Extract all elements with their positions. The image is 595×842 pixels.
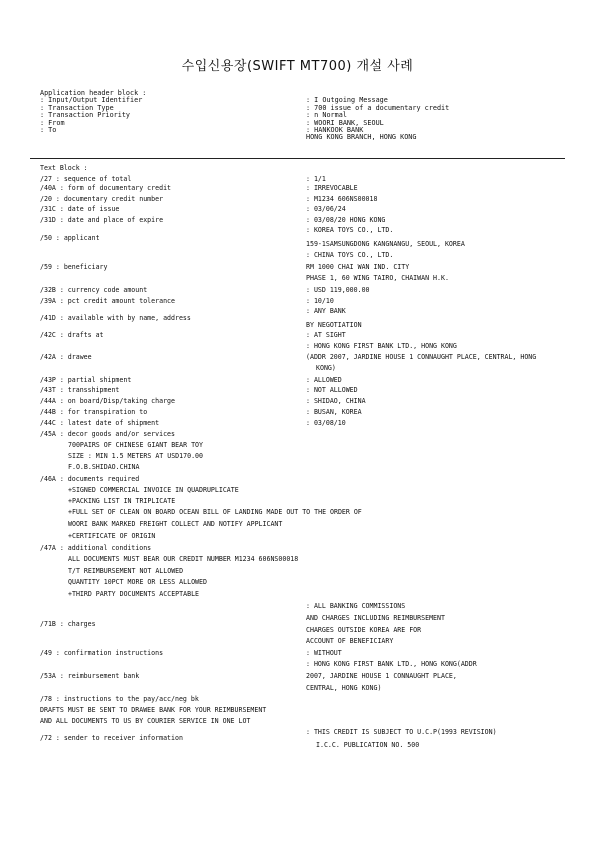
field-value: : 03/08/20 HONG KONG: [306, 216, 386, 224]
field-value: : ALLOWED: [306, 376, 342, 384]
field-value: AND CHARGES INCLUDING REIMBURSEMENT: [306, 614, 445, 622]
field-value: KONG): [316, 364, 336, 372]
header-field: : From: [40, 118, 65, 127]
field-label: 700PAIRS OF CHINESE GIANT BEAR TOY: [68, 441, 203, 449]
header-value: : n Normal: [306, 111, 347, 120]
field-label: +CERTIFICATE OF ORIGIN: [68, 532, 156, 540]
header-field: : Transaction Type: [40, 103, 114, 112]
field-value: : SHIDAO, CHINA: [306, 397, 366, 405]
field-label: /40A : form of documentary credit: [40, 184, 172, 192]
header-label: Application header block :: [40, 89, 147, 97]
field-value: CHARGES OUTSIDE KOREA ARE FOR: [306, 626, 422, 634]
field-label: /27 : sequence of total: [40, 175, 132, 183]
field-value: : 03/06/24: [306, 205, 346, 213]
field-value: PHASE 1, 60 WING TAIRO, CHAIWAN H.K.: [306, 274, 449, 282]
field-value: : HONG KONG FIRST BANK LTD., HONG KONG(ADDR: [306, 660, 477, 668]
field-value: CENTRAL, HONG KONG): [306, 684, 382, 692]
field-value: : ALL BANKING COMMISSIONS: [306, 602, 406, 610]
header-value: : HANKOOK BANK: [306, 126, 364, 135]
field-label: DRAFTS MUST BE SENT TO DRAWEE BANK FOR YOUR REIMBURSEMENT: [40, 706, 267, 714]
field-value: : AT SIGHT: [306, 331, 346, 339]
field-value: : 1/1: [306, 175, 326, 183]
field-value: : 10/10: [306, 297, 334, 305]
field-label: /71B : charges: [40, 620, 96, 628]
text-block-label: Text Block :: [40, 164, 88, 172]
field-label: +SIGNED COMMERCIAL INVOICE IN QUADRUPLICATE: [68, 486, 239, 494]
field-value: ACCOUNT OF BENEFICIARY: [306, 637, 394, 645]
field-label: /20 : documentary credit number: [40, 195, 164, 203]
field-label: /32B : currency code amount: [40, 286, 148, 294]
header-value: : WOORI BANK, SEOUL: [306, 118, 384, 127]
field-label: /43P : partial shipment: [40, 376, 132, 384]
field-label: ALL DOCUMENTS MUST BEAR OUR CREDIT NUMBER M1234 606NS00018: [68, 555, 299, 563]
field-label: /47A : additional conditions: [40, 544, 152, 552]
field-value: 2007, JARDINE HOUSE 1 CONNAUGHT PLACE,: [306, 672, 457, 680]
field-label: /49 : confirmation instructions: [40, 649, 164, 657]
field-value: 159-1SAMSUNGDONG KANGNANGU, SEOUL, KOREA: [306, 240, 465, 248]
field-label: /50 : applicant: [40, 234, 100, 242]
header-value: : I Outgoing Message: [306, 96, 388, 105]
field-value: : M1234 606NS00018: [306, 195, 378, 203]
field-label: /44C : latest date of shipment: [40, 419, 160, 427]
field-label: /72 : sender to receiver information: [40, 734, 183, 742]
field-label: /46A : documents required: [40, 475, 140, 483]
field-value: : USD 119,000.00: [306, 286, 370, 294]
field-value: : 03/08/10: [306, 419, 346, 427]
field-label: F.O.B.SHIDAO.CHINA: [68, 463, 140, 471]
field-label: /53A : reimbursement bank: [40, 672, 140, 680]
field-label: +THIRD PARTY DOCUMENTS ACCEPTABLE: [68, 590, 200, 598]
field-value: (ADDR 2007, JARDINE HOUSE 1 CONNAUGHT PLACE, CENTRAL, HONG: [306, 353, 537, 361]
field-label: T/T REIMBURSEMENT NOT ALLOWED: [68, 567, 184, 575]
field-label: QUANTITY 10PCT MORE OR LESS ALLOWED: [68, 578, 207, 586]
field-label: SIZE : MIN 1.5 METERS AT USD170.00: [68, 452, 203, 460]
field-value: : THIS CREDIT IS SUBJECT TO U.C.P(1993 REVISION): [306, 728, 497, 736]
field-value: RM 1000 CHAI WAN IND. CITY: [306, 263, 410, 271]
field-label: /42A : drawee: [40, 353, 92, 361]
field-label: /31C : date of issue: [40, 205, 120, 213]
header-value: HONG KONG BRANCH, HONG KONG: [306, 133, 417, 142]
field-label: /39A : pct credit amount tolerance: [40, 297, 175, 305]
field-label: /78 : instructions to the pay/acc/neg bk: [40, 695, 199, 703]
field-value: : HONG KONG FIRST BANK LTD., HONG KONG: [306, 342, 457, 350]
header-field: : To: [40, 126, 57, 135]
field-label: +PACKING LIST IN TRIPLICATE: [68, 497, 176, 505]
field-value: : ANY BANK: [306, 307, 346, 315]
field-label: /45A : decor goods and/or services: [40, 430, 175, 438]
field-label: +FULL SET OF CLEAN ON BOARD OCEAN BILL OF LANDING MADE OUT TO THE ORDER OF: [68, 508, 362, 516]
field-label: /44B : for transpiration to: [40, 408, 148, 416]
field-value: BY NEGOTIATION: [306, 321, 362, 329]
field-label: WOORI BANK MARKED FREIGHT COLLECT AND NOTIFY APPLICANT: [68, 520, 283, 528]
field-value: : KOREA TOYS CO., LTD.: [306, 226, 394, 234]
header-field: : Input/Output Identifier: [40, 96, 143, 105]
field-label: /59 : beneficiary: [40, 263, 108, 271]
header-field: : Transaction Priority: [40, 111, 131, 120]
page-title: 수입신용장(SWIFT MT700) 개설 사례: [181, 59, 414, 74]
header-value: : 700 issue of a documentary credit: [306, 103, 450, 112]
field-label: /41D : available with by name, address: [40, 314, 191, 322]
field-value: : CHINA TOYS CO., LTD.: [306, 251, 394, 259]
field-value: : IRREVOCABLE: [306, 184, 358, 192]
field-value: : NOT ALLOWED: [306, 386, 358, 394]
field-label: /44A : on board/Disp/taking charge: [40, 397, 175, 405]
field-label: AND ALL DOCUMENTS TO US BY COURIER SERVICE IN ONE LOT: [40, 717, 251, 725]
field-value: : WITHOUT: [306, 649, 342, 657]
field-label: /43T : transshipment: [40, 386, 120, 394]
field-value: : BUSAN, KOREA: [306, 408, 362, 416]
field-label: /42C : drafts at: [40, 331, 104, 339]
field-value: I.C.C. PUBLICATION NO. 500: [316, 741, 420, 749]
field-label: /31D : date and place of expire: [40, 216, 164, 224]
